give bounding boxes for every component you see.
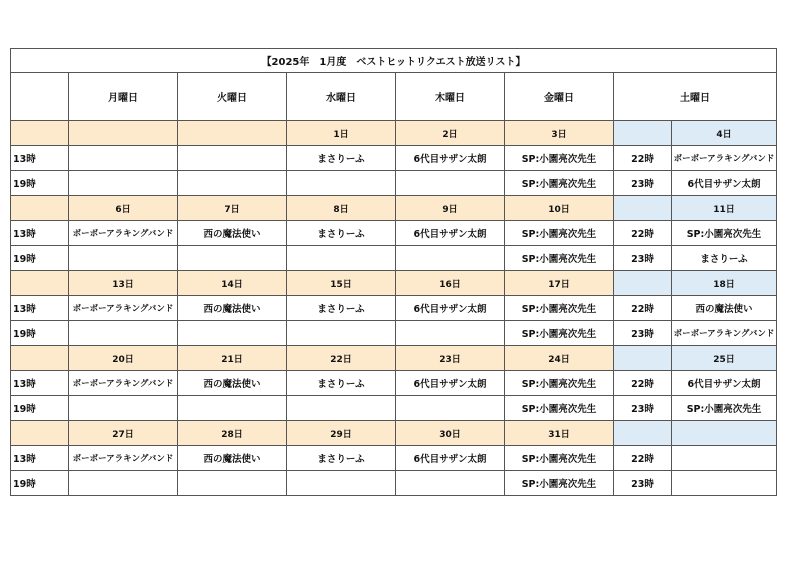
sat-date-cell: 25日 <box>672 346 777 371</box>
program-cell: SP:小園亮次先生 <box>505 221 614 246</box>
day-header-sat: 土曜日 <box>614 73 777 121</box>
program-cell: まさりーふ <box>287 446 396 471</box>
date-cell: 3日 <box>505 121 614 146</box>
program-cell <box>396 471 505 496</box>
sat-program-cell: SP:小園亮次先生 <box>672 396 777 421</box>
program-cell <box>69 396 178 421</box>
program-cell: まさりーふ <box>287 371 396 396</box>
time-slot-row <box>11 221 777 246</box>
sat-program-cell: 6代目サザン太朗 <box>672 171 777 196</box>
date-label-blank <box>11 196 69 221</box>
sat-date-cell: 4日 <box>672 121 777 146</box>
date-label-blank <box>11 271 69 296</box>
sat-hour-label: 23時 <box>614 471 672 496</box>
hour-label: 19時 <box>11 471 69 496</box>
day-header-fri: 金曜日 <box>505 73 614 121</box>
sat-program-cell: ボーボーアラキングバンド <box>672 146 777 171</box>
program-cell <box>287 246 396 271</box>
hour-label: 19時 <box>11 246 69 271</box>
hour-label: 13時 <box>11 296 69 321</box>
sat-date-spacer <box>614 121 672 146</box>
time-slot-row <box>11 296 777 321</box>
date-cell: 31日 <box>505 421 614 446</box>
date-cell: 15日 <box>287 271 396 296</box>
page-title: 【2025年 1月度 ベストヒットリクエスト放送リスト】 <box>11 49 777 73</box>
program-cell <box>178 396 287 421</box>
sat-date-spacer <box>614 421 672 446</box>
program-cell: SP:小園亮次先生 <box>505 396 614 421</box>
date-row <box>11 421 777 446</box>
hour-label: 13時 <box>11 446 69 471</box>
sat-hour-label: 22時 <box>614 146 672 171</box>
date-label-blank <box>11 346 69 371</box>
program-cell: ボーボーアラキングバンド <box>69 221 178 246</box>
date-cell: 16日 <box>396 271 505 296</box>
date-cell: 6日 <box>69 196 178 221</box>
program-cell <box>287 321 396 346</box>
program-cell: SP:小園亮次先生 <box>505 446 614 471</box>
date-row <box>11 346 777 371</box>
sat-hour-label: 22時 <box>614 296 672 321</box>
date-cell: 1日 <box>287 121 396 146</box>
day-header-wed: 水曜日 <box>287 73 396 121</box>
date-cell: 2日 <box>396 121 505 146</box>
date-cell: 7日 <box>178 196 287 221</box>
program-cell: 6代目サザン太朗 <box>396 146 505 171</box>
program-cell <box>69 246 178 271</box>
date-cell: 20日 <box>69 346 178 371</box>
sat-program-cell: ボーボーアラキングバンド <box>672 321 777 346</box>
program-cell: ボーボーアラキングバンド <box>69 371 178 396</box>
sat-date-spacer <box>614 271 672 296</box>
sat-program-cell: 6代目サザン太朗 <box>672 371 777 396</box>
hour-label: 19時 <box>11 396 69 421</box>
date-cell: 27日 <box>69 421 178 446</box>
day-header-mon: 月曜日 <box>69 73 178 121</box>
hour-label: 13時 <box>11 371 69 396</box>
program-cell: 6代目サザン太朗 <box>396 296 505 321</box>
time-slot-row <box>11 471 777 496</box>
time-slot-row <box>11 321 777 346</box>
program-cell: ボーボーアラキングバンド <box>69 446 178 471</box>
program-cell: SP:小園亮次先生 <box>505 371 614 396</box>
hour-label: 13時 <box>11 146 69 171</box>
sat-hour-label: 23時 <box>614 321 672 346</box>
date-cell: 30日 <box>396 421 505 446</box>
sat-program-cell: SP:小園亮次先生 <box>672 221 777 246</box>
program-cell <box>287 471 396 496</box>
sat-date-spacer <box>614 346 672 371</box>
date-cell: 10日 <box>505 196 614 221</box>
sat-date-cell: 18日 <box>672 271 777 296</box>
date-cell: 22日 <box>287 346 396 371</box>
program-cell: まさりーふ <box>287 296 396 321</box>
program-cell <box>178 171 287 196</box>
time-slot-row <box>11 146 777 171</box>
hour-label: 19時 <box>11 171 69 196</box>
date-cell: 13日 <box>69 271 178 296</box>
program-cell: ボーボーアラキングバンド <box>69 296 178 321</box>
time-slot-row <box>11 246 777 271</box>
date-label-blank <box>11 421 69 446</box>
date-cell: 28日 <box>178 421 287 446</box>
program-cell: 西の魔法使い <box>178 446 287 471</box>
date-cell: 21日 <box>178 346 287 371</box>
sat-hour-label: 23時 <box>614 246 672 271</box>
program-cell <box>69 146 178 171</box>
date-label-blank <box>11 121 69 146</box>
program-cell: SP:小園亮次先生 <box>505 246 614 271</box>
program-cell: まさりーふ <box>287 221 396 246</box>
program-cell: まさりーふ <box>287 146 396 171</box>
corner-cell <box>11 73 69 121</box>
time-slot-row <box>11 171 777 196</box>
program-cell <box>396 396 505 421</box>
sat-hour-label: 23時 <box>614 396 672 421</box>
program-cell: 西の魔法使い <box>178 371 287 396</box>
sat-date-cell: 11日 <box>672 196 777 221</box>
hour-label: 19時 <box>11 321 69 346</box>
schedule-table <box>10 48 777 496</box>
program-cell <box>178 321 287 346</box>
program-cell: 西の魔法使い <box>178 221 287 246</box>
time-slot-row <box>11 446 777 471</box>
time-slot-row <box>11 371 777 396</box>
sat-date-cell <box>672 421 777 446</box>
program-cell <box>287 396 396 421</box>
program-cell <box>178 146 287 171</box>
date-cell: 17日 <box>505 271 614 296</box>
program-cell: SP:小園亮次先生 <box>505 296 614 321</box>
sat-program-cell: 西の魔法使い <box>672 296 777 321</box>
program-cell <box>178 246 287 271</box>
date-row <box>11 271 777 296</box>
sat-hour-label: 22時 <box>614 221 672 246</box>
date-cell: 8日 <box>287 196 396 221</box>
program-cell: 6代目サザン太朗 <box>396 221 505 246</box>
program-cell <box>178 471 287 496</box>
sat-hour-label: 23時 <box>614 171 672 196</box>
date-cell <box>69 121 178 146</box>
date-cell <box>178 121 287 146</box>
program-cell: SP:小園亮次先生 <box>505 471 614 496</box>
program-cell: 6代目サザン太朗 <box>396 371 505 396</box>
date-cell: 23日 <box>396 346 505 371</box>
program-cell <box>396 171 505 196</box>
program-cell: SP:小園亮次先生 <box>505 171 614 196</box>
sat-program-cell: まさりーふ <box>672 246 777 271</box>
date-row <box>11 196 777 221</box>
program-cell <box>69 471 178 496</box>
sat-program-cell <box>672 471 777 496</box>
program-cell <box>396 246 505 271</box>
time-slot-row <box>11 396 777 421</box>
date-cell: 24日 <box>505 346 614 371</box>
day-header-thu: 木曜日 <box>396 73 505 121</box>
sat-program-cell <box>672 446 777 471</box>
hour-label: 13時 <box>11 221 69 246</box>
program-cell <box>396 321 505 346</box>
date-cell: 9日 <box>396 196 505 221</box>
sat-hour-label: 22時 <box>614 446 672 471</box>
program-cell <box>287 171 396 196</box>
date-row <box>11 121 777 146</box>
sat-hour-label: 22時 <box>614 371 672 396</box>
sat-date-spacer <box>614 196 672 221</box>
day-header-tue: 火曜日 <box>178 73 287 121</box>
program-cell: 西の魔法使い <box>178 296 287 321</box>
program-cell <box>69 171 178 196</box>
date-cell: 14日 <box>178 271 287 296</box>
date-cell: 29日 <box>287 421 396 446</box>
program-cell: SP:小園亮次先生 <box>505 146 614 171</box>
program-cell: SP:小園亮次先生 <box>505 321 614 346</box>
program-cell: 6代目サザン太朗 <box>396 446 505 471</box>
program-cell <box>69 321 178 346</box>
